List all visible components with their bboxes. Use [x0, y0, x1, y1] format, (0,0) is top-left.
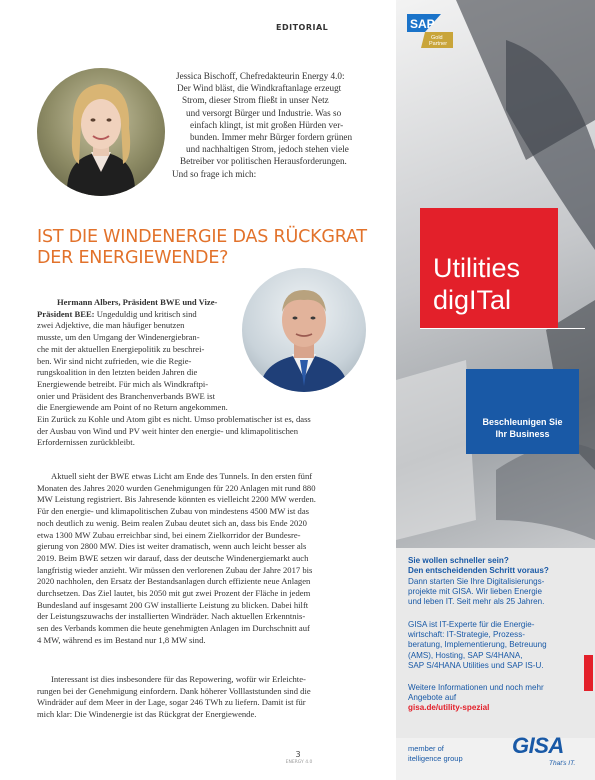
intro-line: Und so frage ich mich:	[172, 168, 257, 179]
ad-paragraph-2	[408, 620, 547, 671]
author-name: Hermann Albers, Präsident BWE und Vize-	[57, 297, 218, 307]
article-line: che mit der aktuellen Energiepolitik zu beschrei-	[37, 343, 205, 354]
ad-member-line: itelligence group	[408, 753, 463, 763]
article-line: die Energiewende am Point of no Return angekommen.	[37, 402, 228, 413]
article-line: 2020 nachholen, den Ersatz der Bestandsanlagen durch effiziente neue Anlagen	[37, 576, 311, 587]
ad-member-text	[408, 744, 463, 763]
article-line: der Leistungszuwachs der installierten Windräder. Nach aktuellen Erkenntnis-	[37, 611, 306, 622]
article-line: musste, um den Umgang der Windenergiebran-	[37, 332, 200, 343]
ad-question-line: Sie wollen schneller sein?	[408, 556, 509, 565]
article-line: onier und Präsident des Branchenverbands BWE ist	[37, 390, 216, 401]
author-portrait-jessica-bischoff	[37, 68, 165, 196]
intro-line: und nachhaltigen Strom, jedoch stehen viele	[186, 144, 349, 155]
sap-brand-text: SAP	[410, 17, 435, 31]
ad-paragraph-3	[408, 683, 544, 714]
ad-red-accent	[584, 655, 593, 691]
ad-link-gisa[interactable]: gisa.de/utility-spezial	[408, 703, 490, 713]
article-line: durchsetzen. Das Ziel lautet, bis 2050 mit gut zwei Prozent der Fläche in jedem	[37, 588, 311, 599]
ad-title-line: digITal	[433, 285, 512, 315]
article-line: ben. Wir sind nicht zufrieden, wie die Regie-	[37, 355, 192, 366]
author-portrait-hermann-albers	[242, 268, 366, 392]
sap-badge-line: Gold	[431, 35, 443, 41]
ad-line: und leben IT. Seit mehr als 25 Jahren.	[408, 597, 545, 607]
article-line: noch deutlich zu wenig. Beim realen Zubau deutet sich an, dass bis Ende 2020	[37, 517, 307, 528]
ad-question-line: Den entscheidenden Schritt voraus?	[408, 566, 549, 576]
ad-divider	[420, 328, 585, 329]
intro-text	[168, 70, 386, 180]
ad-line: Dann starten Sie Ihre Digitalisierungs-	[408, 577, 545, 586]
article-paragraph-3	[37, 674, 382, 721]
sap-badge-line: Partner	[429, 41, 448, 47]
ad-blue-line: Ihr Business	[495, 429, 550, 439]
ad-blue-text	[466, 416, 579, 440]
headline	[37, 227, 377, 269]
intro-line: bunden. Immer mehr Bürger fordern grünen	[190, 132, 353, 143]
gisa-logo: GISA	[512, 733, 564, 758]
intro-line: Strom, dieser Strom fließt in unser Netz	[182, 95, 329, 106]
article-line: 4 MW, während es im Bestand nur 1,8 MW sind.	[37, 634, 206, 645]
article-line: langfristig wieder anzieht. Wir müssen den verlorenen Zubau der Jahre 2017 bis	[37, 564, 313, 575]
article-line: Ungeduldig und kritisch sind	[94, 308, 197, 319]
ad-title	[433, 252, 520, 316]
headline-line: IST DIE WINDENERGIE DAS RÜCKGRAT	[37, 227, 367, 247]
page-footer-publication: ENERGY 4.0	[285, 760, 313, 765]
article-paragraph-2	[37, 471, 382, 647]
article-line: Interessant ist dies insbesondere für das Repowering, wofür wir Erleichte-	[51, 674, 306, 684]
ad-question	[408, 556, 549, 576]
article-line: rungen bei der Genehmigung einfordern. Dank höherer Volllaststunden sind die	[37, 685, 311, 696]
ad-line: SAP S/4HANA Utilities und SAP IS-U.	[408, 660, 544, 670]
article-line: Aktuell sieht der BWE etwas Licht am Ende des Tunnels. In den ersten fünf	[51, 471, 313, 481]
article-line: mich klar: Die Windenergie ist das Rückgrat der Energiewende.	[37, 709, 257, 720]
article-line: Monaten des Jahres 2020 wurden Genehmigungen für 220 Anlagen mit rund 880	[37, 482, 316, 493]
ad-line: Angebote auf	[408, 693, 457, 703]
intro-line: und versorgt Bürger und Industrie. Was so	[186, 107, 342, 118]
article-line: Erfordernissen zurückbleibt.	[37, 437, 135, 448]
gisa-tagline: That's IT.	[549, 760, 576, 767]
article-line: rungskoalition in den letzten beiden Jahren die	[37, 367, 198, 378]
article-paragraph-1	[37, 414, 382, 449]
intro-line: Der Wind bläst, die Windkraftanlage erzeugt	[177, 83, 342, 94]
ad-line: GISA ist IT-Experte für die Energie-	[408, 620, 535, 629]
article-line: zwei Adjektive, die man häufiger benutzen	[37, 320, 185, 331]
article-narrow-column	[37, 297, 242, 414]
sap-gold-partner-logo	[407, 14, 453, 50]
page-number: 3	[295, 750, 301, 759]
ad-title-line: Utilities	[433, 253, 521, 283]
author-role: Präsident BEE:	[37, 308, 95, 319]
ad-line: beratung, Implementierung, Betreuung	[408, 640, 547, 650]
article-line: gierung von 2800 MW. Dies ist weiter dramatisch, wenn auch leicht besser als	[37, 541, 307, 552]
article-line: Ein Zurück zu Kohle und Atom gibt es nicht. Umso problematischer ist es, dass	[37, 414, 311, 424]
article-line: sen des Verbands kommen die heute genehmigten Anlagen im Durchschnitt auf	[37, 623, 310, 634]
ad-line: wirtschaft: IT-Strategie, Prozess-	[408, 630, 525, 640]
article-line: Bundesland auf insgesamt 200 GW installierte Leistung zu blicken. Dabei hilft	[37, 599, 309, 610]
headline-line: DER ENERGIEWENDE?	[37, 248, 229, 268]
article-line: der Ausbau von Wind und PV weit hinter den energie- und klimapolitischen	[37, 425, 299, 436]
intro-line: Jessica Bischoff, Chefredakteurin Energy 4.0:	[176, 71, 345, 81]
article-line: MW Leistung registriert. Bis Jahresende könnten es vielleicht 2200 MW werden.	[37, 494, 316, 505]
intro-line: einfach klingt, ist mit großen Hürden ver-	[190, 119, 344, 130]
article-line: Windräder auf dem Meer in der Lage, sogar 246 TWh zu liefern. Damit ist für	[37, 697, 306, 708]
section-label: EDITORIAL	[276, 23, 329, 32]
ad-member-line: member of	[408, 744, 444, 753]
ad-line: (AMS), Hosting, SAP S/4HANA,	[408, 650, 523, 660]
ad-paragraph-1	[408, 577, 544, 608]
ad-blue-line: Beschleunigen Sie	[482, 417, 563, 427]
ad-blue-panel	[466, 369, 579, 454]
ad-line: projekte mit GISA. Wir lieben Energie	[408, 587, 543, 597]
article-line: Energiewende betreibt. Für mich als Windkraftpi-	[37, 378, 209, 389]
article-line: Für den energie- und klimapolitischen Zubau von mindestens 4500 MW ist das	[37, 506, 310, 517]
intro-line: Betreiber vor politischen Herausforderungen.	[180, 156, 347, 167]
ad-line: Weitere Informationen und noch mehr	[408, 683, 544, 692]
article-line: etwa 1300 MW Zubau erreichbar sind, bei einem Zielkorridor der Bundesre-	[37, 529, 301, 540]
article-line: 2019. Beim BWE setzen wir darauf, dass der deutsche Windenergiemarkt auch	[37, 552, 309, 563]
